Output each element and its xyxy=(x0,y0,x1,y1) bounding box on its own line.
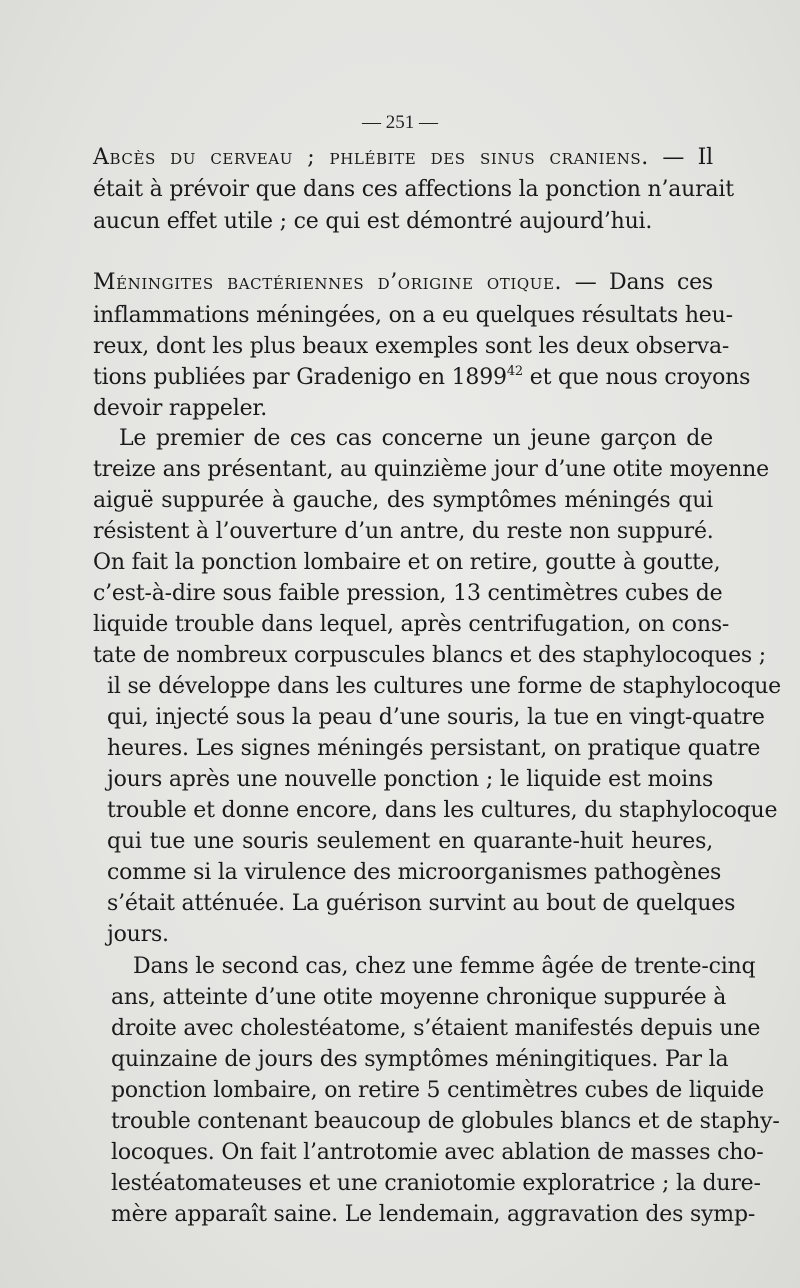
para1-line-10: heures. Les signes méningés persistant, on pratique quatre xyxy=(107,736,761,761)
section1-line-1: était à prévoir que dans ces affections la ponction n’aurait xyxy=(93,177,734,202)
para1-line-4: On fait la ponction lombaire et on retire, goutte à goutte, xyxy=(93,550,721,575)
section2-line-3-b: et que nous croyons xyxy=(522,365,751,390)
section2-line-3-a: tions publiées par Gradenigo en 1899 xyxy=(93,365,507,390)
section1-line-0 xyxy=(93,147,713,169)
para2-line-4: ponction lombaire, on retire 5 centimètres cubes de liquide xyxy=(111,1078,764,1103)
para1-line-6: liquide trouble dans lequel, après centrifugation, on cons- xyxy=(93,612,730,637)
para1-line-16: jours. xyxy=(107,922,169,947)
para2-line-3: quinzaine de jours des symptômes méningitiques. Par la xyxy=(111,1047,729,1072)
section2-line-4: devoir rappeler. xyxy=(93,396,268,421)
section1-heading-tail: — Il xyxy=(648,145,714,170)
para2-line-8: mère apparaît saine. Le lendemain, aggravation des symp- xyxy=(111,1202,756,1227)
para1-line-12: trouble et donne encore, dans les cultures, du staphylocoque xyxy=(107,798,778,823)
para1-line-9: qui, injecté sous la peau d’une souris, la tue en vingt-quatre xyxy=(107,705,765,730)
para1-line-14: comme si la virulence des microorganismes pathogènes xyxy=(107,860,722,885)
para1-line-13: qui tue une souris seulement en quarante-huit heures, xyxy=(107,829,713,854)
section2-heading-tail: — Dans ces xyxy=(562,270,713,295)
para1-line-0: Le premier de ces cas concerne un jeune garçon de xyxy=(119,426,713,451)
para1-line-15: s’était atténuée. La guérison survint au bout de quelques xyxy=(107,891,736,916)
para1-line-8: il se développe dans les cultures une forme de staphylocoque xyxy=(107,674,781,699)
section2-line-0 xyxy=(93,272,713,294)
section1-heading: Abcès du cerveau ; phlébite des sinus craniens. xyxy=(93,145,649,170)
para1-line-11: jours après une nouvelle ponction ; le liquide est moins xyxy=(107,767,714,792)
section2-line-1: inflammations méningées, on a eu quelques résultats heu- xyxy=(93,303,733,328)
para2-line-6: locoques. On fait l’antrotomie avec ablation de masses cho- xyxy=(111,1140,764,1165)
section1-line-2: aucun effet utile ; ce qui est démontré aujourd’hui. xyxy=(93,209,653,234)
para1-line-1: treize ans présentant, au quinzième jour d’une otite moyenne xyxy=(93,457,769,482)
footnote-ref-42: 42 xyxy=(506,364,523,379)
para1-line-3: résistent à l’ouverture d’un antre, du reste non suppuré. xyxy=(93,519,714,544)
para2-line-2: droite avec cholestéatome, s’étaient manifestés depuis une xyxy=(111,1016,761,1041)
para1-line-5: c’est-à-dire sous faible pression, 13 centimètres cubes de xyxy=(93,581,723,606)
para1-line-2: aiguë suppurée à gauche, des symptômes méningés qui xyxy=(93,488,713,513)
para1-line-7: tate de nombreux corpuscules blancs et des staphylocoques ; xyxy=(93,643,767,668)
section2-heading: Méningites bactériennes d’origine otique. xyxy=(93,270,563,295)
para2-line-1: ans, atteinte d’une otite moyenne chronique suppurée à xyxy=(111,985,727,1010)
page-number: — 251 — xyxy=(362,112,438,133)
section2-line-2: reux, dont les plus beaux exemples sont les deux observa- xyxy=(93,334,730,359)
para2-line-0: Dans le second cas, chez une femme âgée de trente-cinq xyxy=(133,954,756,979)
section2-line-3 xyxy=(93,364,751,390)
para2-line-7: lestéatomateuses et une craniotomie exploratrice ; la dure- xyxy=(111,1171,761,1196)
para2-line-5: trouble contenant beaucoup de globules blancs et de staphy- xyxy=(111,1109,780,1134)
